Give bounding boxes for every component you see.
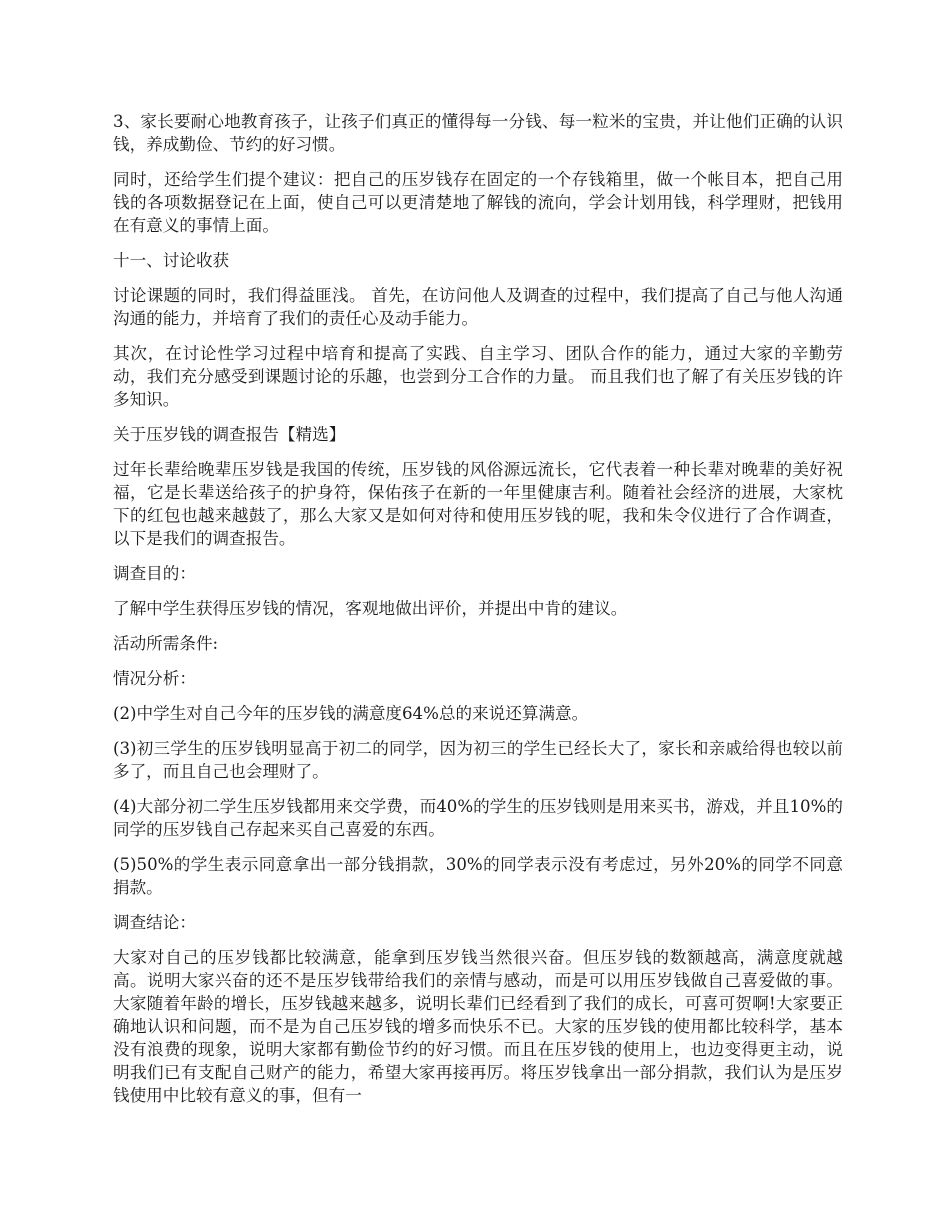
- paragraph-gains-second: 其次，在讨论性学习过程中培育和提高了实践、自主学习、团队合作的能力，通过大家的辛勤劳动，我们充分感受到课题讨论的乐趣，也尝到分工合作的力量。 而且我们也了解了有关压岁钱的许多知识。: [113, 344, 843, 409]
- paragraph-survey-conclusion: 大家对自己的压岁钱都比较满意，能拿到压岁钱当然很兴奋。但压岁钱的数额越高，满意度就越高。说明大家兴奋的还不是压岁钱带给我们的亲情与感动，而是可以用压岁钱做自己喜爱做的事。大家随着年龄的增长，压岁钱越来越多，说明长辈们已经看到了我们的成长，可喜可贺啊!大家要正确地认识和问题，而不是为自己压岁钱的增多而快乐不已。大家的压岁钱的使用都比较科学，基本没有浪费的现象，说明大家都有勤俭节约的好习惯。而且在压岁钱的使用上，也边变得更主动，说明我们已有支配自己财产的能力，希望大家再接再厉。将压岁钱拿出一部分捐款，我们认为是压岁钱使用中比较有意义的事，但有一: [113, 948, 843, 1105]
- paragraph-gains-first: 讨论课题的同时，我们得益匪浅。 首先，在访问他人及调查的过程中，我们提高了自己与他人沟通沟通的能力，并培育了我们的责任心及动手能力。: [113, 286, 843, 328]
- paragraph-report-intro: 过年长辈给晚辈压岁钱是我国的传统，压岁钱的风俗源远流长，它代表着一种长辈对晚辈的美好祝福，它是长辈送给孩子的护身符，保佑孩子在新的一年里健康吉利。随着社会经济的进展，大家枕下的红包也越来越鼓了，那么大家又是如何对待和使用压岁钱的呢，我和朱令仪进行了合作调查，以下是我们的调查报告。: [113, 460, 843, 548]
- paragraph-survey-purpose: 了解中学生获得压岁钱的情况，客观地做出评价，并提出中肯的建议。: [113, 599, 628, 618]
- paragraph-student-suggestion: 同时，还给学生们提个建议：把自己的压岁钱存在固定的一个存钱箱里，做一个帐目本，把自己用钱的各项数据登记在上面，使自己可以更清楚地了解钱的流向，学会计划用钱，科学理财，把钱用在有意义的事情上面。: [113, 170, 843, 235]
- heading-required-conditions: 活动所需条件:: [113, 634, 219, 653]
- heading-survey-conclusion: 调查结论：: [113, 913, 196, 932]
- paragraph-parent-advice: 3、家长要耐心地教育孩子，让孩子们真正的懂得每一分钱、每一粒米的宝贵，并让他们正确的认识钱，养成勤俭、节约的好习惯。: [113, 112, 843, 154]
- report-title: 关于压岁钱的调查报告【精选】: [113, 425, 346, 444]
- document-body: [113, 110, 843, 1119]
- heading-survey-purpose: 调查目的：: [113, 564, 196, 583]
- analysis-item-4: (4)大部分初二学生压岁钱都用来交学费，而40%的学生的压岁钱则是用来买书，游戏，并且10%的同学的压岁钱自己存起来买自己喜爱的东西。: [113, 797, 843, 839]
- heading-situation-analysis: 情况分析：: [113, 669, 196, 688]
- section-heading-discussion-gains: 十一、讨论收获: [113, 251, 230, 270]
- analysis-item-3: (3)初三学生的压岁钱明显高于初二的同学，因为初三的学生已经长大了，家长和亲戚给得也较以前多了，而且自己也会理财了。: [113, 739, 843, 781]
- analysis-item-5: (5)50%的学生表示同意拿出一部分钱捐款，30%的同学表示没有考虑过，另外20%的同学不同意捐款。: [113, 855, 843, 897]
- analysis-item-2: (2)中学生对自己今年的压岁钱的满意度64%总的来说还算满意。: [113, 704, 589, 723]
